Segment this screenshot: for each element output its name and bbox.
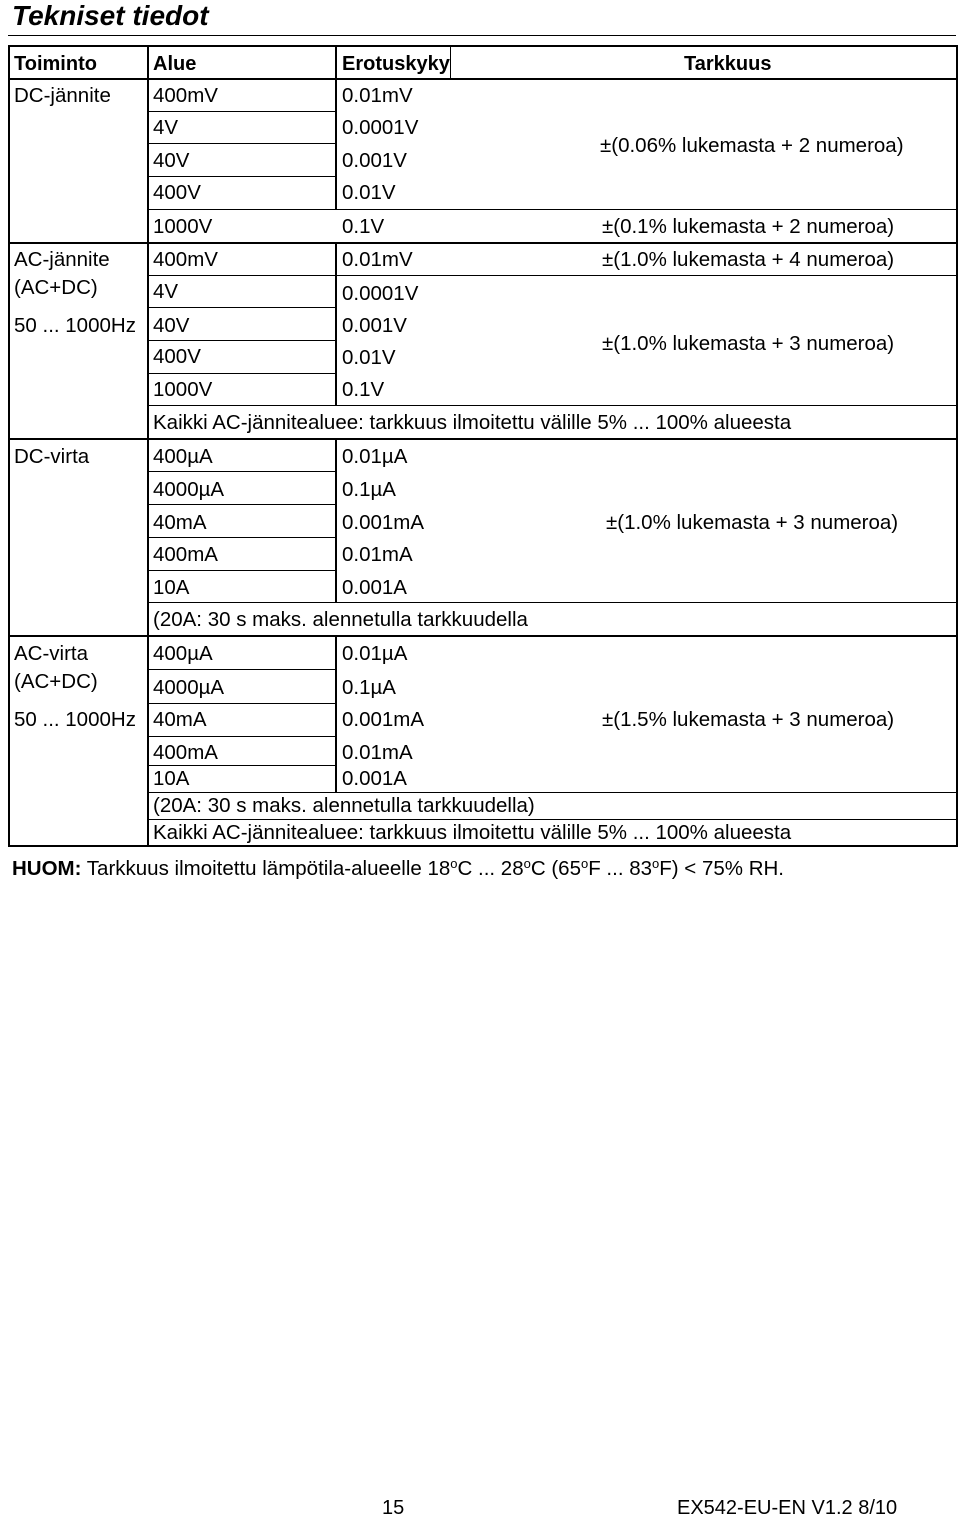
- row-divider: [148, 275, 958, 276]
- note-text: C (65: [530, 857, 581, 880]
- range-cell: 400µA: [153, 642, 213, 665]
- range-note: Kaikki AC-jännitealuee: tarkkuus ilmoitettu välille 5% ... 100% alueesta: [153, 411, 792, 434]
- resolution-cell: 0.01µA: [342, 445, 408, 468]
- note-text: Tarkkuus ilmoitettu lämpötila-alueelle 18: [81, 857, 451, 880]
- range-cell: 4000µA: [153, 478, 225, 501]
- function-ac-current: AC-virta: [14, 642, 89, 665]
- column-divider: [335, 438, 337, 602]
- row-divider: [148, 570, 336, 571]
- page-number: 15: [382, 1497, 405, 1519]
- row-divider: [148, 736, 336, 737]
- range-cell: 40mA: [153, 511, 207, 534]
- function-dc-voltage: DC-jännite: [14, 84, 111, 107]
- resolution-cell: 0.01mV: [342, 248, 413, 271]
- section-divider: [8, 242, 958, 244]
- range-cell: 1000V: [153, 215, 213, 238]
- resolution-cell: 0.1µA: [342, 676, 396, 699]
- range-cell: 10A: [153, 767, 190, 790]
- degree-symbol: o: [652, 856, 660, 871]
- range-cell: 4V: [153, 116, 179, 139]
- range-note: (20A: 30 s maks. alennetulla tarkkuudella: [153, 608, 528, 631]
- page-title: Tekniset tiedot: [12, 0, 209, 31]
- row-divider: [148, 792, 958, 793]
- range-note: Kaikki AC-jännitealuee: tarkkuus ilmoitettu välille 5% ... 100% alueesta: [153, 821, 792, 844]
- range-cell: 400mA: [153, 741, 218, 764]
- row-divider: [148, 373, 336, 374]
- header-divider: [8, 78, 958, 80]
- resolution-cell: 0.01mA: [342, 741, 413, 764]
- resolution-cell: 0.001V: [342, 314, 407, 337]
- accuracy-cell: ±(0.06% lukemasta + 2 numeroa): [600, 134, 904, 157]
- range-cell: 400mV: [153, 248, 218, 271]
- row-divider: [148, 176, 336, 177]
- resolution-cell: 0.1V: [342, 378, 385, 401]
- row-divider: [148, 504, 336, 505]
- resolution-cell: 0.01V: [342, 181, 396, 204]
- resolution-cell: 0.01mV: [342, 84, 413, 107]
- note-text: C ... 28: [457, 857, 524, 880]
- accuracy-cell: ±(0.1% lukemasta + 2 numeroa): [602, 215, 895, 238]
- degree-symbol: o: [523, 856, 531, 871]
- range-cell: 400V: [153, 181, 201, 204]
- document-id: EX542-EU-EN V1.2 8/10: [677, 1497, 898, 1519]
- function-ac-current-mode: (AC+DC): [14, 670, 98, 693]
- resolution-cell: 0.001A: [342, 767, 407, 790]
- header-range: Alue: [153, 53, 197, 75]
- row-divider: [148, 703, 336, 704]
- column-divider: [450, 45, 451, 80]
- note-text: F) < 75% RH.: [659, 857, 785, 880]
- resolution-cell: 0.001mA: [342, 511, 425, 534]
- table-border-bottom: [8, 845, 958, 847]
- function-ac-voltage-freq: 50 ... 1000Hz: [14, 314, 136, 337]
- range-cell: 40mA: [153, 708, 207, 731]
- note-text: F ... 83: [588, 857, 653, 880]
- degree-symbol: o: [450, 856, 458, 871]
- function-dc-current: DC-virta: [14, 445, 90, 468]
- function-ac-voltage: AC-jännite: [14, 248, 110, 271]
- row-divider: [148, 669, 336, 670]
- column-divider: [147, 45, 149, 847]
- row-divider: [148, 143, 336, 144]
- resolution-cell: 0.001mA: [342, 708, 425, 731]
- range-cell: 400µA: [153, 445, 213, 468]
- row-divider: [148, 209, 958, 210]
- column-divider: [335, 635, 337, 792]
- range-cell: 1000V: [153, 378, 213, 401]
- note-label: HUOM:: [12, 857, 82, 880]
- row-divider: [148, 111, 336, 112]
- header-accuracy: Tarkkuus: [684, 53, 772, 75]
- resolution-cell: 0.001V: [342, 149, 407, 172]
- row-divider: [148, 471, 336, 472]
- resolution-cell: 0.01mA: [342, 543, 413, 566]
- resolution-cell: 0.1V: [342, 215, 385, 238]
- row-divider: [148, 537, 336, 538]
- range-cell: 10A: [153, 576, 190, 599]
- section-divider: [8, 635, 958, 637]
- column-divider: [335, 242, 337, 405]
- table-border-right: [956, 45, 958, 847]
- degree-symbol: o: [580, 856, 589, 871]
- section-divider: [8, 438, 958, 440]
- accuracy-note: [12, 857, 784, 881]
- row-divider: [148, 307, 336, 308]
- resolution-cell: 0.001A: [342, 576, 407, 599]
- resolution-cell: 0.0001V: [342, 116, 419, 139]
- header-function: Toiminto: [14, 53, 97, 75]
- resolution-cell: 0.1µA: [342, 478, 396, 501]
- accuracy-cell: ±(1.0% lukemasta + 4 numeroa): [602, 248, 895, 271]
- row-divider: [148, 765, 336, 766]
- range-cell: 400mV: [153, 84, 218, 107]
- table-border-left: [8, 45, 10, 847]
- row-divider: [148, 340, 336, 341]
- function-ac-current-freq: 50 ... 1000Hz: [14, 708, 136, 731]
- accuracy-cell: ±(1.5% lukemasta + 3 numeroa): [602, 708, 895, 731]
- row-divider: [148, 405, 958, 406]
- range-cell: 40V: [153, 149, 190, 172]
- range-cell: 400mA: [153, 543, 218, 566]
- range-note: (20A: 30 s maks. alennetulla tarkkuudella): [153, 794, 535, 817]
- resolution-cell: 0.01V: [342, 346, 396, 369]
- accuracy-cell: ±(1.0% lukemasta + 3 numeroa): [606, 511, 899, 534]
- range-cell: 400V: [153, 345, 201, 368]
- row-divider: [148, 819, 958, 820]
- column-divider: [335, 45, 337, 209]
- range-cell: 4V: [153, 280, 179, 303]
- row-divider: [148, 602, 958, 603]
- function-ac-voltage-mode: (AC+DC): [14, 276, 98, 299]
- resolution-cell: 0.0001V: [342, 282, 419, 305]
- accuracy-cell: ±(1.0% lukemasta + 3 numeroa): [602, 332, 895, 355]
- header-resolution: Erotuskyky: [342, 53, 450, 75]
- table-border-top: [8, 45, 958, 47]
- resolution-cell: 0.01µA: [342, 642, 408, 665]
- range-cell: 4000µA: [153, 676, 225, 699]
- range-cell: 40V: [153, 314, 190, 337]
